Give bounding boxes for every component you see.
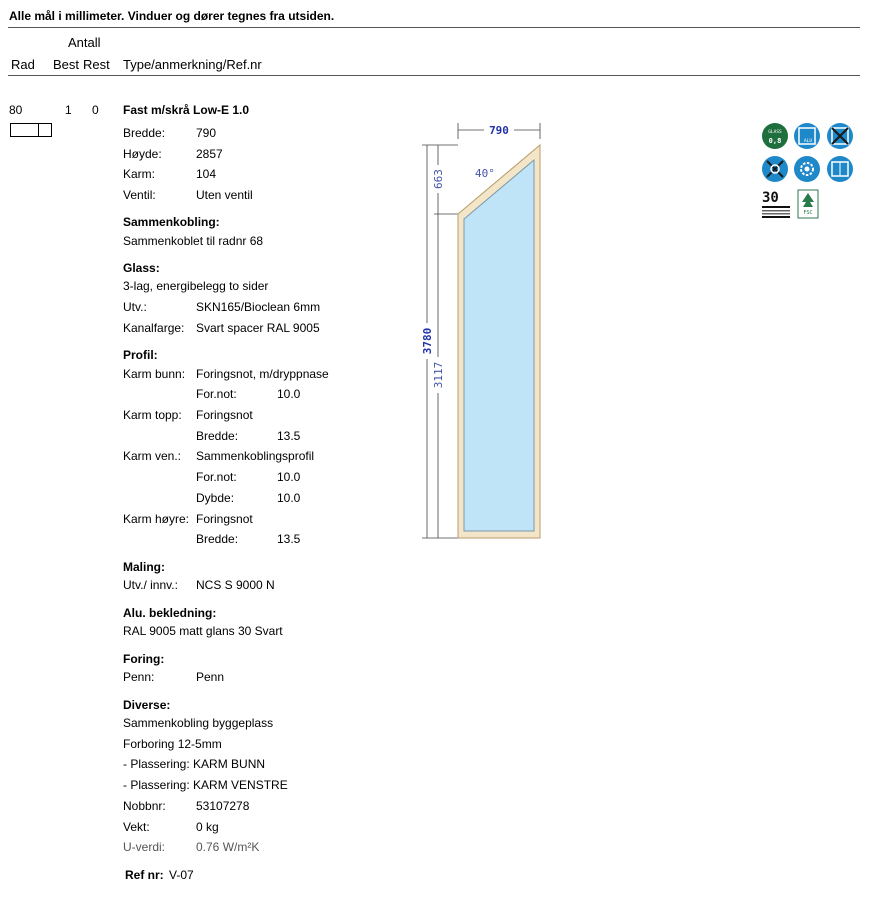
diverse-value-uverdi: 0.76 W/m²K [196, 840, 260, 854]
profil-sublabel-topp-bredde: Bredde: [196, 429, 239, 443]
profil-label-karm-topp: Karm topp: [123, 408, 182, 422]
basic-value-hoyde: 2857 [196, 147, 223, 161]
no-ventilation-icon [827, 123, 853, 149]
header-bottom-rule [8, 75, 860, 76]
foring-value: Penn [196, 670, 225, 684]
section-heading-glass: Glass: [123, 261, 160, 275]
column-header-rest: Rest [83, 57, 110, 72]
basic-label-hoyde: Høyde: [123, 147, 162, 161]
section-heading-sammenkobling: Sammenkobling: [123, 215, 220, 229]
diverse-label-vekt: Vekt: [123, 820, 150, 834]
upper-height-label: 663 [432, 169, 445, 189]
glass-label-kanalfarge: Kanalfarge: [123, 321, 185, 335]
alu-text: RAL 9005 matt glans 30 Svart [123, 624, 283, 638]
profil-label-karm-ven: Karm ven.: [123, 449, 182, 463]
column-header-rad: Rad [11, 57, 35, 72]
item-title: Fast m/skrå Low-E 1.0 [123, 103, 250, 117]
diverse-line-2: Forboring 12-5mm [123, 737, 222, 751]
foring-label: Penn: [123, 670, 155, 684]
glass-label-utv: Utv.: [123, 300, 147, 314]
warranty-badge-text: 30 [762, 190, 779, 206]
warranty-30-icon [762, 190, 790, 218]
page-note: Alle mål i millimeter. Vinduer og dører tegnes fra utsiden. [9, 9, 335, 23]
section-heading-alu: Alu. bekledning: [123, 606, 217, 620]
total-height-label: 3780 [421, 327, 434, 355]
column-header-best: Best [53, 57, 80, 72]
diverse-value-vekt: 0 kg [196, 820, 219, 834]
basic-value-bredde: 790 [196, 126, 217, 140]
column-header-type: Type/anmerkning/Ref.nr [123, 57, 262, 72]
header-top-rule [8, 27, 860, 28]
profil-subvalue-bunn-fornot: 10.0 [277, 387, 301, 401]
window-frame-icon [827, 156, 853, 182]
profil-value-karm-hoyre: Foringsnot [196, 512, 253, 526]
diverse-line-1: Sammenkobling byggeplass [123, 716, 274, 730]
angle-label: 40° [475, 167, 495, 180]
section-heading-profil: Profil: [123, 348, 158, 362]
column-header-antall: Antall [68, 35, 101, 50]
u-value-badge-text: 0,8 [768, 137, 782, 145]
section-heading-maling: Maling: [123, 560, 165, 574]
profil-sublabel-ven-dybde: Dybde: [196, 491, 235, 505]
fsc-certified-icon [798, 190, 818, 218]
maling-value: NCS S 9000 N [196, 578, 275, 592]
profil-sublabel-hoyre-bredde: Bredde: [196, 532, 239, 546]
profil-label-karm-bunn: Karm bunn: [123, 367, 186, 381]
diverse-label-uverdi: U-verdi: [123, 840, 166, 854]
alu-cladding-icon [794, 123, 820, 149]
profil-subvalue-ven-dybde: 10.0 [277, 491, 301, 505]
basic-label-karm: Karm: [123, 167, 156, 181]
sammenkobling-text: Sammenkoblet til radnr 68 [123, 234, 264, 248]
svg-text:GLASS: GLASS [768, 130, 782, 135]
basic-value-karm: 104 [196, 167, 217, 181]
row-checkbox[interactable] [10, 123, 52, 137]
maling-label: Utv./ innv.: [123, 578, 178, 592]
profil-value-karm-ven: Sammenkoblingsprofil [196, 449, 315, 463]
profil-sublabel-bunn-fornot: For.not: [196, 387, 237, 401]
section-heading-foring: Foring: [123, 652, 165, 666]
alu-badge-text: ALU [803, 139, 813, 144]
window-drawing [410, 115, 560, 550]
settings-gear-icon [794, 156, 820, 182]
ref-label: Ref nr: [125, 868, 164, 882]
basic-label-bredde: Bredde: [123, 126, 166, 140]
lower-height-label: 3117 [432, 361, 445, 389]
no-tools-icon [762, 156, 788, 182]
glass-value-utv: SKN165/Bioclean 6mm [196, 300, 321, 314]
fsc-badge-text: FSC [803, 210, 813, 216]
profil-label-karm-hoyre: Karm høyre: [123, 512, 190, 526]
section-heading-diverse: Diverse: [123, 698, 171, 712]
profil-sublabel-ven-fornot: For.not: [196, 470, 237, 484]
checkbox-divider [38, 124, 39, 136]
glass-value-kanalfarge: Svart spacer RAL 9005 [196, 321, 320, 335]
profil-subvalue-hoyre-bredde: 13.5 [277, 532, 301, 546]
profil-subvalue-topp-bredde: 13.5 [277, 429, 301, 443]
row-rest-count: 0 [92, 103, 99, 117]
diverse-label-nobbnr: Nobbnr: [123, 799, 166, 813]
width-dim-label: 790 [489, 124, 509, 137]
window-glass [464, 160, 534, 531]
diverse-line-4: - Plassering: KARM VENSTRE [123, 778, 288, 792]
diverse-value-nobbnr: 53107278 [196, 799, 250, 813]
glass-text: 3-lag, energibelegg to sider [123, 279, 269, 293]
row-number: 80 [9, 103, 23, 117]
profil-value-karm-bunn: Foringsnot, m/dryppnase [196, 367, 329, 381]
glass-u-value-icon [762, 123, 788, 149]
diverse-line-3: - Plassering: KARM BUNN [123, 757, 266, 771]
profil-value-karm-topp: Foringsnot [196, 408, 253, 422]
row-best-count: 1 [65, 103, 72, 117]
ref-value: V-07 [169, 868, 194, 882]
basic-label-ventil: Ventil: [123, 188, 156, 202]
basic-value-ventil: Uten ventil [196, 188, 253, 202]
profil-subvalue-ven-fornot: 10.0 [277, 470, 301, 484]
certification-badges [760, 122, 860, 222]
